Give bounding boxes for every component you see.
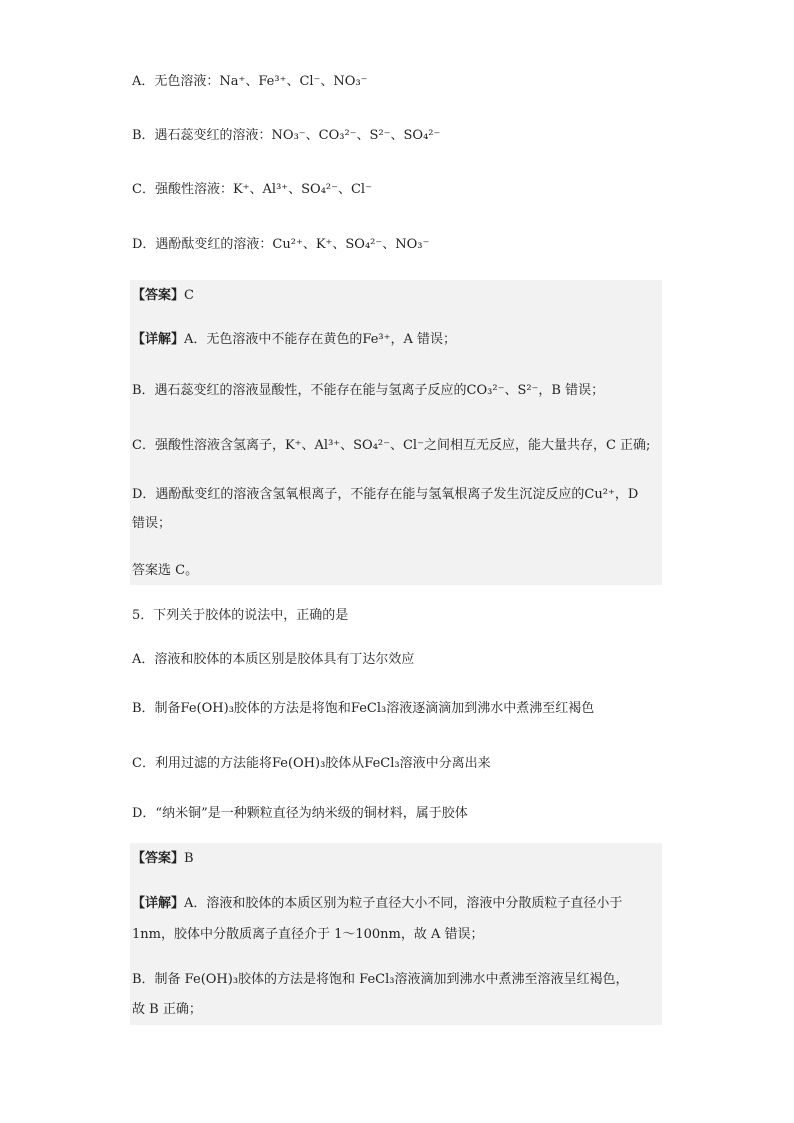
q5-answer-block [130,843,662,1025]
q4-option-c: C．强酸性溶液：K⁺、Al³⁺、SO₄²⁻、Cl⁻ [132,182,372,197]
q4-detail-a [132,330,456,350]
q4-detail-b: B．遇石蕊变红的溶液显酸性，不能存在能与氢离子反应的CO₃²⁻、S²⁻，B 错误； [132,383,605,398]
q4-option-a: A．无色溶液：Na⁺、Fe³⁺、Cl⁻、NO₃⁻ [132,74,368,89]
q4-option-b: B．遇石蕊变红的溶液：NO₃⁻、CO₃²⁻、S²⁻、SO₄²⁻ [132,128,441,143]
q4-answer-block [130,280,662,585]
q5-detail-a-line1 [132,894,622,914]
q5-option-d: D．“纳米铜”是一种颗粒直径为纳米级的铜材料，属于胶体 [132,806,468,821]
q5-answer [132,849,194,869]
q5-detail-b-line2: 故 B 正确； [132,1002,202,1017]
q5-detail-a-text: A．溶液和胶体的本质区别为粒子直径大小不同，溶液中分散质粒子直径小于 [184,896,623,911]
q4-detail-a-text: A．无色溶液中不能存在黄色的Fe³⁺，A 错误； [184,332,457,347]
q5-answer-value: B [184,851,194,866]
q5-option-b: B．制备Fe(OH)₃胶体的方法是将饱和FeCl₃溶液逐滴滴加到沸水中煮沸至红褐色 [132,701,595,716]
q5-option-a: A．溶液和胶体的本质区别是胶体具有丁达尔效应 [132,652,415,667]
q4-detail-d-line2: 错误； [132,516,172,531]
q5-detail-b-line1: B．制备 Fe(OH)₃胶体的方法是将饱和 FeCl₃溶液滴加到沸水中煮沸至溶液呈红褐色， [132,972,629,987]
q4-conclusion: 答案选 C。 [132,563,199,578]
q4-detail-d-line1: D．遇酚酞变红的溶液含氢氧根离子，不能存在能与氢氧根离子发生沉淀反应的Cu²⁺，D [132,487,639,502]
q4-detail-tag: 【详解】 [132,332,185,347]
q5-option-c: C．利用过滤的方法能将Fe(OH)₃胶体从FeCl₃溶液中分离出来 [132,756,491,771]
q5-detail-tag: 【详解】 [132,896,185,911]
q4-answer [132,286,194,306]
q5-answer-tag: 【答案】 [132,851,185,866]
q4-detail-c: C．强酸性溶液含氢离子，K⁺、Al³⁺、SO₄²⁻、Cl⁻之间相互无反应，能大量共存，C 正确; [132,438,651,453]
q4-answer-value: C [184,288,194,303]
q4-option-d: D．遇酚酞变红的溶液：Cu²⁺、K⁺、SO₄²⁻、NO₃⁻ [132,237,430,252]
q4-answer-tag: 【答案】 [132,288,185,303]
q5-detail-a-line2: 1nm，胶体中分散质离子直径介于 1～100nm，故 A 错误； [132,927,484,942]
q5-stem: 5．下列关于胶体的说法中，正确的是 [132,608,349,623]
